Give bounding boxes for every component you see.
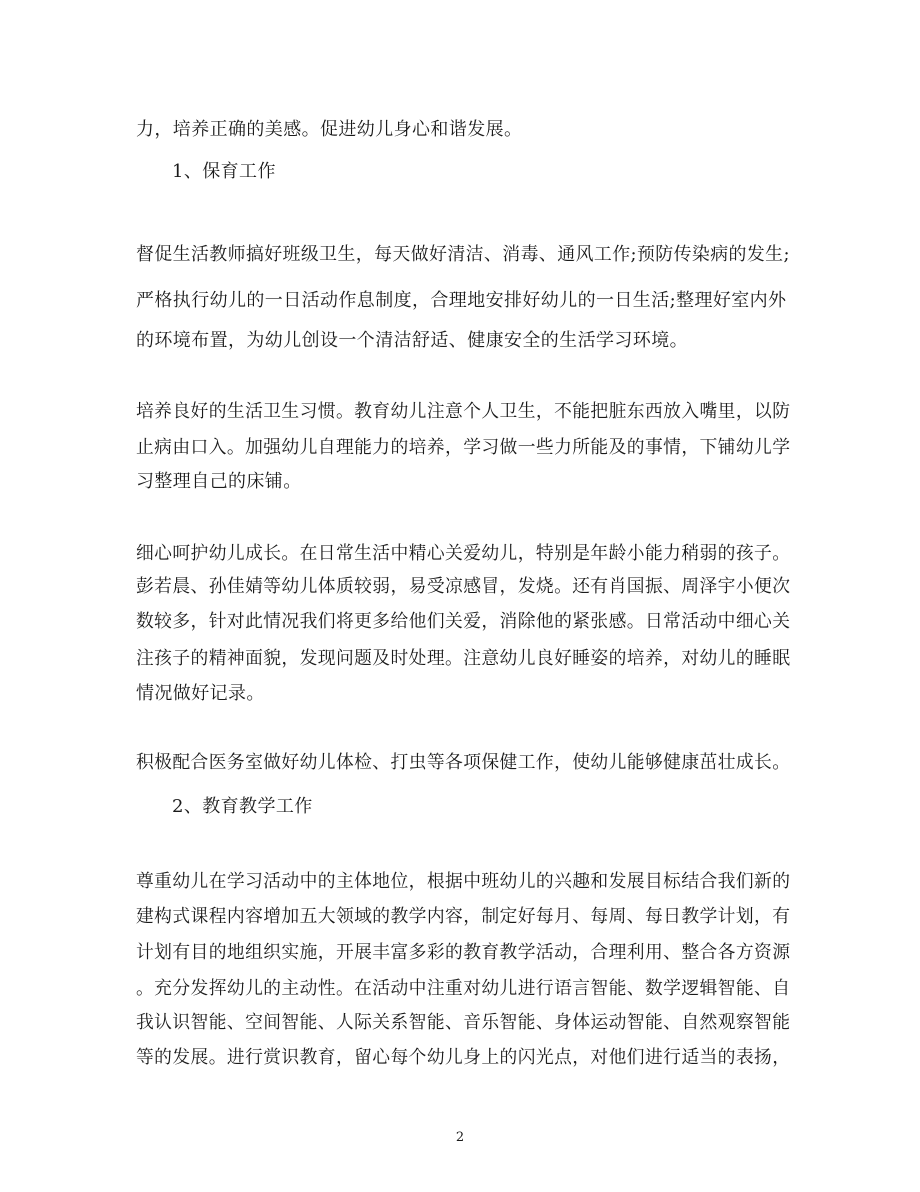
paragraph-line: 彭若晨、孙佳婧等幼儿体质较弱，易受凉感冒，发烧。还有肖国振、周泽宇小便次 <box>136 576 791 597</box>
paragraph-line: 力，培养正确的美感。促进幼儿身心和谐发展。 <box>136 119 523 140</box>
section-heading-education: 2、教育教学工作 <box>172 796 313 817</box>
paragraph-line: 习整理自己的床铺。 <box>136 471 302 492</box>
paragraph-line: 。充分发挥幼儿的主动性。在活动中注重对幼儿进行语言智能、数学逻辑智能、自 <box>136 978 791 999</box>
paragraph-line: 积极配合医务室做好幼儿体检、打虫等各项保健工作，使幼儿能够健康茁壮成长。 <box>136 752 791 773</box>
paragraph-line: 等的发展。进行赏识教育，留心每个幼儿身上的闪光点，对他们进行适当的表扬， <box>136 1047 791 1068</box>
paragraph-line: 我认识智能、空间智能、人际关系智能、音乐智能、身体运动智能、自然观察智能 <box>136 1012 791 1033</box>
paragraph-line: 的环境布置，为幼儿创设一个清洁舒适、健康安全的生活学习环境。 <box>136 330 688 351</box>
paragraph-line: 建构式课程内容增加五大领域的教学内容，制定好每月、每周、每日教学计划，有 <box>136 906 791 927</box>
paragraph-line: 计划有目的地组织实施，开展丰富多彩的教育教学活动，合理利用、整合各方资源 <box>136 942 791 963</box>
paragraph-line: 止病由口入。加强幼儿自理能力的培养，学习做一些力所能及的事情，下铺幼儿学 <box>136 437 791 458</box>
paragraph-line: 细心呵护幼儿成长。在日常生活中精心关爱幼儿，特别是年龄小能力稍弱的孩子。 <box>136 543 791 564</box>
paragraph-line: 数较多，针对此情况我们将更多给他们关爱，消除他的紧张感。日常活动中细心关 <box>136 611 791 632</box>
paragraph-line: 督促生活教师搞好班级卫生，每天做好清洁、消毒、通风工作;预防传染病的发生; <box>136 244 790 265</box>
paragraph-line: 情况做好记录。 <box>136 683 265 704</box>
paragraph-line: 培养良好的生活卫生习惯。教育幼儿注意个人卫生，不能把脏东西放入嘴里，以防 <box>136 401 791 422</box>
paragraph-line: 注孩子的精神面貌，发现问题及时处理。注意幼儿良好睡姿的培养，对幼儿的睡眠 <box>136 648 791 669</box>
paragraph-line: 严格执行幼儿的一日活动作息制度，合理地安排好幼儿的一日生活;整理好室内外 <box>136 290 787 311</box>
paragraph-line: 尊重幼儿在学习活动中的主体地位，根据中班幼儿的兴趣和发展目标结合我们新的 <box>136 871 791 892</box>
page-number: 2 <box>455 1130 465 1145</box>
section-heading-childcare: 1、保育工作 <box>172 161 276 182</box>
